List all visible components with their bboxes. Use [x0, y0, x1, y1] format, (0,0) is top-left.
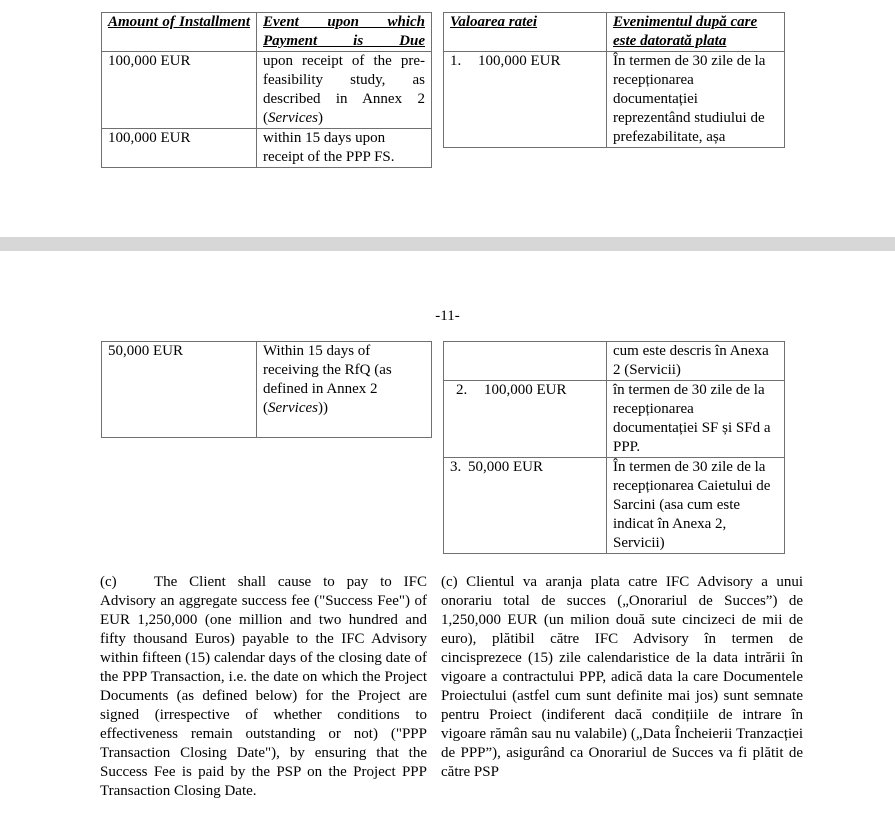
table-row [102, 342, 432, 438]
event-italic-text: Services [268, 110, 318, 126]
row-number: 3. [450, 459, 462, 475]
event-cell [257, 342, 432, 438]
amount-text: 50,000 EUR [468, 459, 543, 475]
bottom-ro-installment-table [443, 341, 785, 554]
amount-cell: 50,000 EUR [102, 342, 257, 438]
amount-cell [444, 458, 607, 554]
bottom-en-installment-table [101, 341, 432, 438]
event-text: upon receipt of the pre-feasibility study, as described in Annex 2 ( [263, 53, 425, 126]
table-row [102, 129, 432, 168]
paragraph-text: (c) Clientul va aranja plata catre IFC Advisory a unui onorariu total de succes („Onorariul de Succes”) de 1,250,000 EUR (un milion două sute cincizeci de mii de euro), plătibil către IFC Advisory în termen de cincisprezece (15) zile calendaristice de la data intrării în vigoare a contractului PPP, adică data la care Documentele Proiectului (astfel cum sunt definite mai jos) sunt semnate pentru Proiect (indiferent dacă condițiile de intrare în vigoare rămân sau nu valabile) („Data Încheierii Tranzacției de PPP”), asigurând ca Onorariul de Succes va fi plătit de către PSP [441, 574, 803, 780]
amount-cell: 100,000 EUR [102, 129, 257, 168]
event-italic-text: Services [268, 400, 318, 416]
table-header-row [444, 13, 785, 52]
success-fee-paragraph-ro [441, 573, 803, 782]
paragraph-text: The Client shall cause to pay to IFC Advisory an aggregate success fee ("Success Fee") of EUR 1,250,000 (one million and two hundred and fifty thousand Euros) payable to the IFC Advisory within fifteen (15) calendar days of the closing date of the PPP Transaction, i.e. the date on which the Project Documents (as defined below) for the Project are signed (irrespective of whether conditions to effectiveness remain outstanding or not) ("PPP Transaction Closing Date"), by ensuring that the Success Fee is paid by the PSP on the Project PPP Transaction Closing Date. [100, 574, 427, 799]
paragraph-label: (c) [100, 574, 117, 590]
table-row [102, 52, 432, 129]
event-cell: În termen de 30 zile de la recepționarea Caietului de Sarcini (asa cum este indicat în Anexa 2, Servicii) [607, 458, 785, 554]
amount-text: 100,000 EUR [484, 382, 567, 398]
page-number: -11- [435, 308, 460, 324]
top-en-installment-table [101, 12, 432, 168]
event-text: Within 15 days of receiving the RfQ (as defined in Annex 2 ( [263, 343, 392, 416]
event-cell [257, 52, 432, 129]
event-cell: within 15 days upon receipt of the PPP FS. [257, 129, 432, 168]
amount-cell [444, 381, 607, 458]
event-text-end: ) [317, 110, 323, 126]
top-ro-installment-table [443, 12, 785, 148]
header-amount-of-installment: Amount of Installment [102, 13, 257, 52]
header-evenimentul-plata: Evenimentul după care este datorată plata [607, 13, 785, 52]
amount-cell: 100,000 EUR [102, 52, 257, 129]
amount-cell [444, 52, 607, 148]
page-break-separator [0, 237, 895, 251]
event-cell: cum este descris în Anexa 2 (Servicii) [607, 342, 785, 381]
header-event-payment-due: Event upon which Payment is Due [257, 13, 432, 52]
table-row [444, 381, 785, 458]
event-text-end: )) [317, 400, 328, 416]
table-header-row [102, 13, 432, 52]
row-number: 2. [456, 382, 468, 398]
amount-text: 100,000 EUR [478, 53, 561, 69]
event-cell: în termen de 30 zile de la recepționarea documentației SF și SFd a PPP. [607, 381, 785, 458]
success-fee-paragraph-en [100, 573, 427, 801]
row-number: 1. [450, 53, 462, 69]
table-row [444, 52, 785, 148]
event-cell: În termen de 30 zile de la recepționarea documentației reprezentând studiului de prefezabilitate, așa [607, 52, 785, 148]
amount-cell [444, 342, 607, 381]
table-row [444, 342, 785, 381]
table-row [444, 458, 785, 554]
header-valoarea-ratei: Valoarea ratei [444, 13, 607, 52]
